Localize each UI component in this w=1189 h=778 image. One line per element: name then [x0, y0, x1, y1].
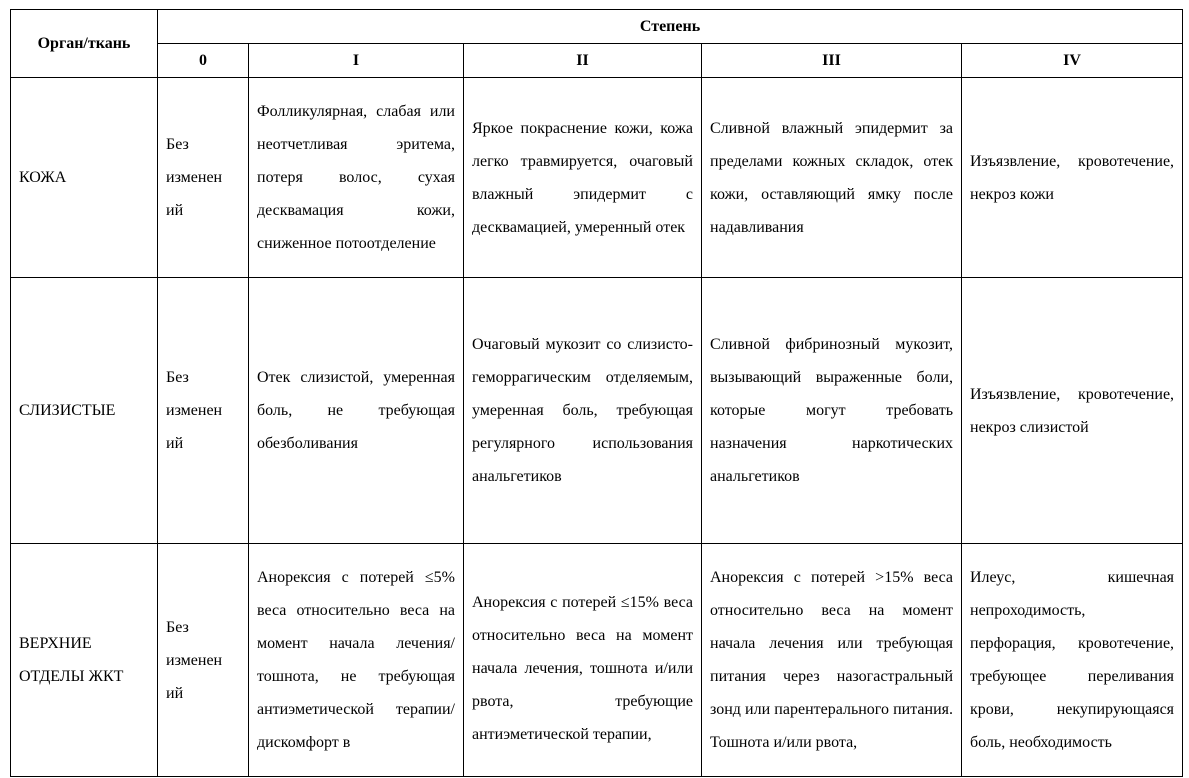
grade-3-cell: Анорексия с потерей >15% веса относительно веса на момент начала лечения или требующая питания через назогастральный зонд или парентерального питания. Тошнота и/или рвота,	[702, 544, 962, 777]
grade-0-header: 0	[158, 44, 249, 78]
grade-4-cell: Изъязвление, кровотечение, некроз слизистой	[962, 278, 1183, 544]
grade-0-cell: Без изменен ий	[158, 278, 249, 544]
grade-4-cell: Изъязвление, кровотечение, некроз кожи	[962, 78, 1183, 278]
grade-2-header: II	[464, 44, 702, 78]
table-row-upper-gi	[11, 544, 1183, 777]
grade-1-cell: Отек слизистой, умеренная боль, не требующая обезболивания	[249, 278, 464, 544]
grade-2-cell: Очаговый мукозит со слизисто-геморрагическим отделяемым, умеренная боль, требующая регулярного использования анальгетиков	[464, 278, 702, 544]
table-row-mucosa	[11, 278, 1183, 544]
organ-cell: СЛИЗИСТЫЕ	[11, 278, 158, 544]
organ-column-header: Орган/ткань	[11, 10, 158, 78]
grade-1-header: I	[249, 44, 464, 78]
degree-column-header: Степень	[158, 10, 1183, 44]
toxicity-grade-table	[10, 9, 1183, 777]
grade-0-cell: Без изменен ий	[158, 544, 249, 777]
header-row-top	[11, 10, 1183, 44]
header-row-grades	[11, 44, 1183, 78]
grade-0-cell: Без изменен ий	[158, 78, 249, 278]
grade-2-cell: Анорексия с потерей ≤15% веса относительно веса на момент начала лечения, тошнота и/или рвота, требующие антиэметической терапии,	[464, 544, 702, 777]
table-row-skin	[11, 78, 1183, 278]
grade-4-cell: Илеус, кишечная непроходимость, перфорация, кровотечение, требующее переливания крови, некупирующаяся боль, необходимость	[962, 544, 1183, 777]
organ-cell: ВЕРХНИЕ ОТДЕЛЫ ЖКТ	[11, 544, 158, 777]
grade-3-header: III	[702, 44, 962, 78]
grade-1-cell: Фолликулярная, слабая или неотчетливая эритема, потеря волос, сухая десквамация кожи, сниженное потоотделение	[249, 78, 464, 278]
grade-4-header: IV	[962, 44, 1183, 78]
grade-3-cell: Сливной фибринозный мукозит, вызывающий выраженные боли, которые могут требовать назначения наркотических анальгетиков	[702, 278, 962, 544]
organ-cell: КОЖА	[11, 78, 158, 278]
grade-3-cell: Сливной влажный эпидермит за пределами кожных складок, отек кожи, оставляющий ямку после надавливания	[702, 78, 962, 278]
grade-1-cell: Анорексия с потерей ≤5% веса относительно веса на момент начала лечения/тошнота, не требующая антиэметической терапии/дискомфорт в	[249, 544, 464, 777]
grade-2-cell: Яркое покраснение кожи, кожа легко травмируется, очаговый влажный эпидермит с десквамацией, умеренный отек	[464, 78, 702, 278]
